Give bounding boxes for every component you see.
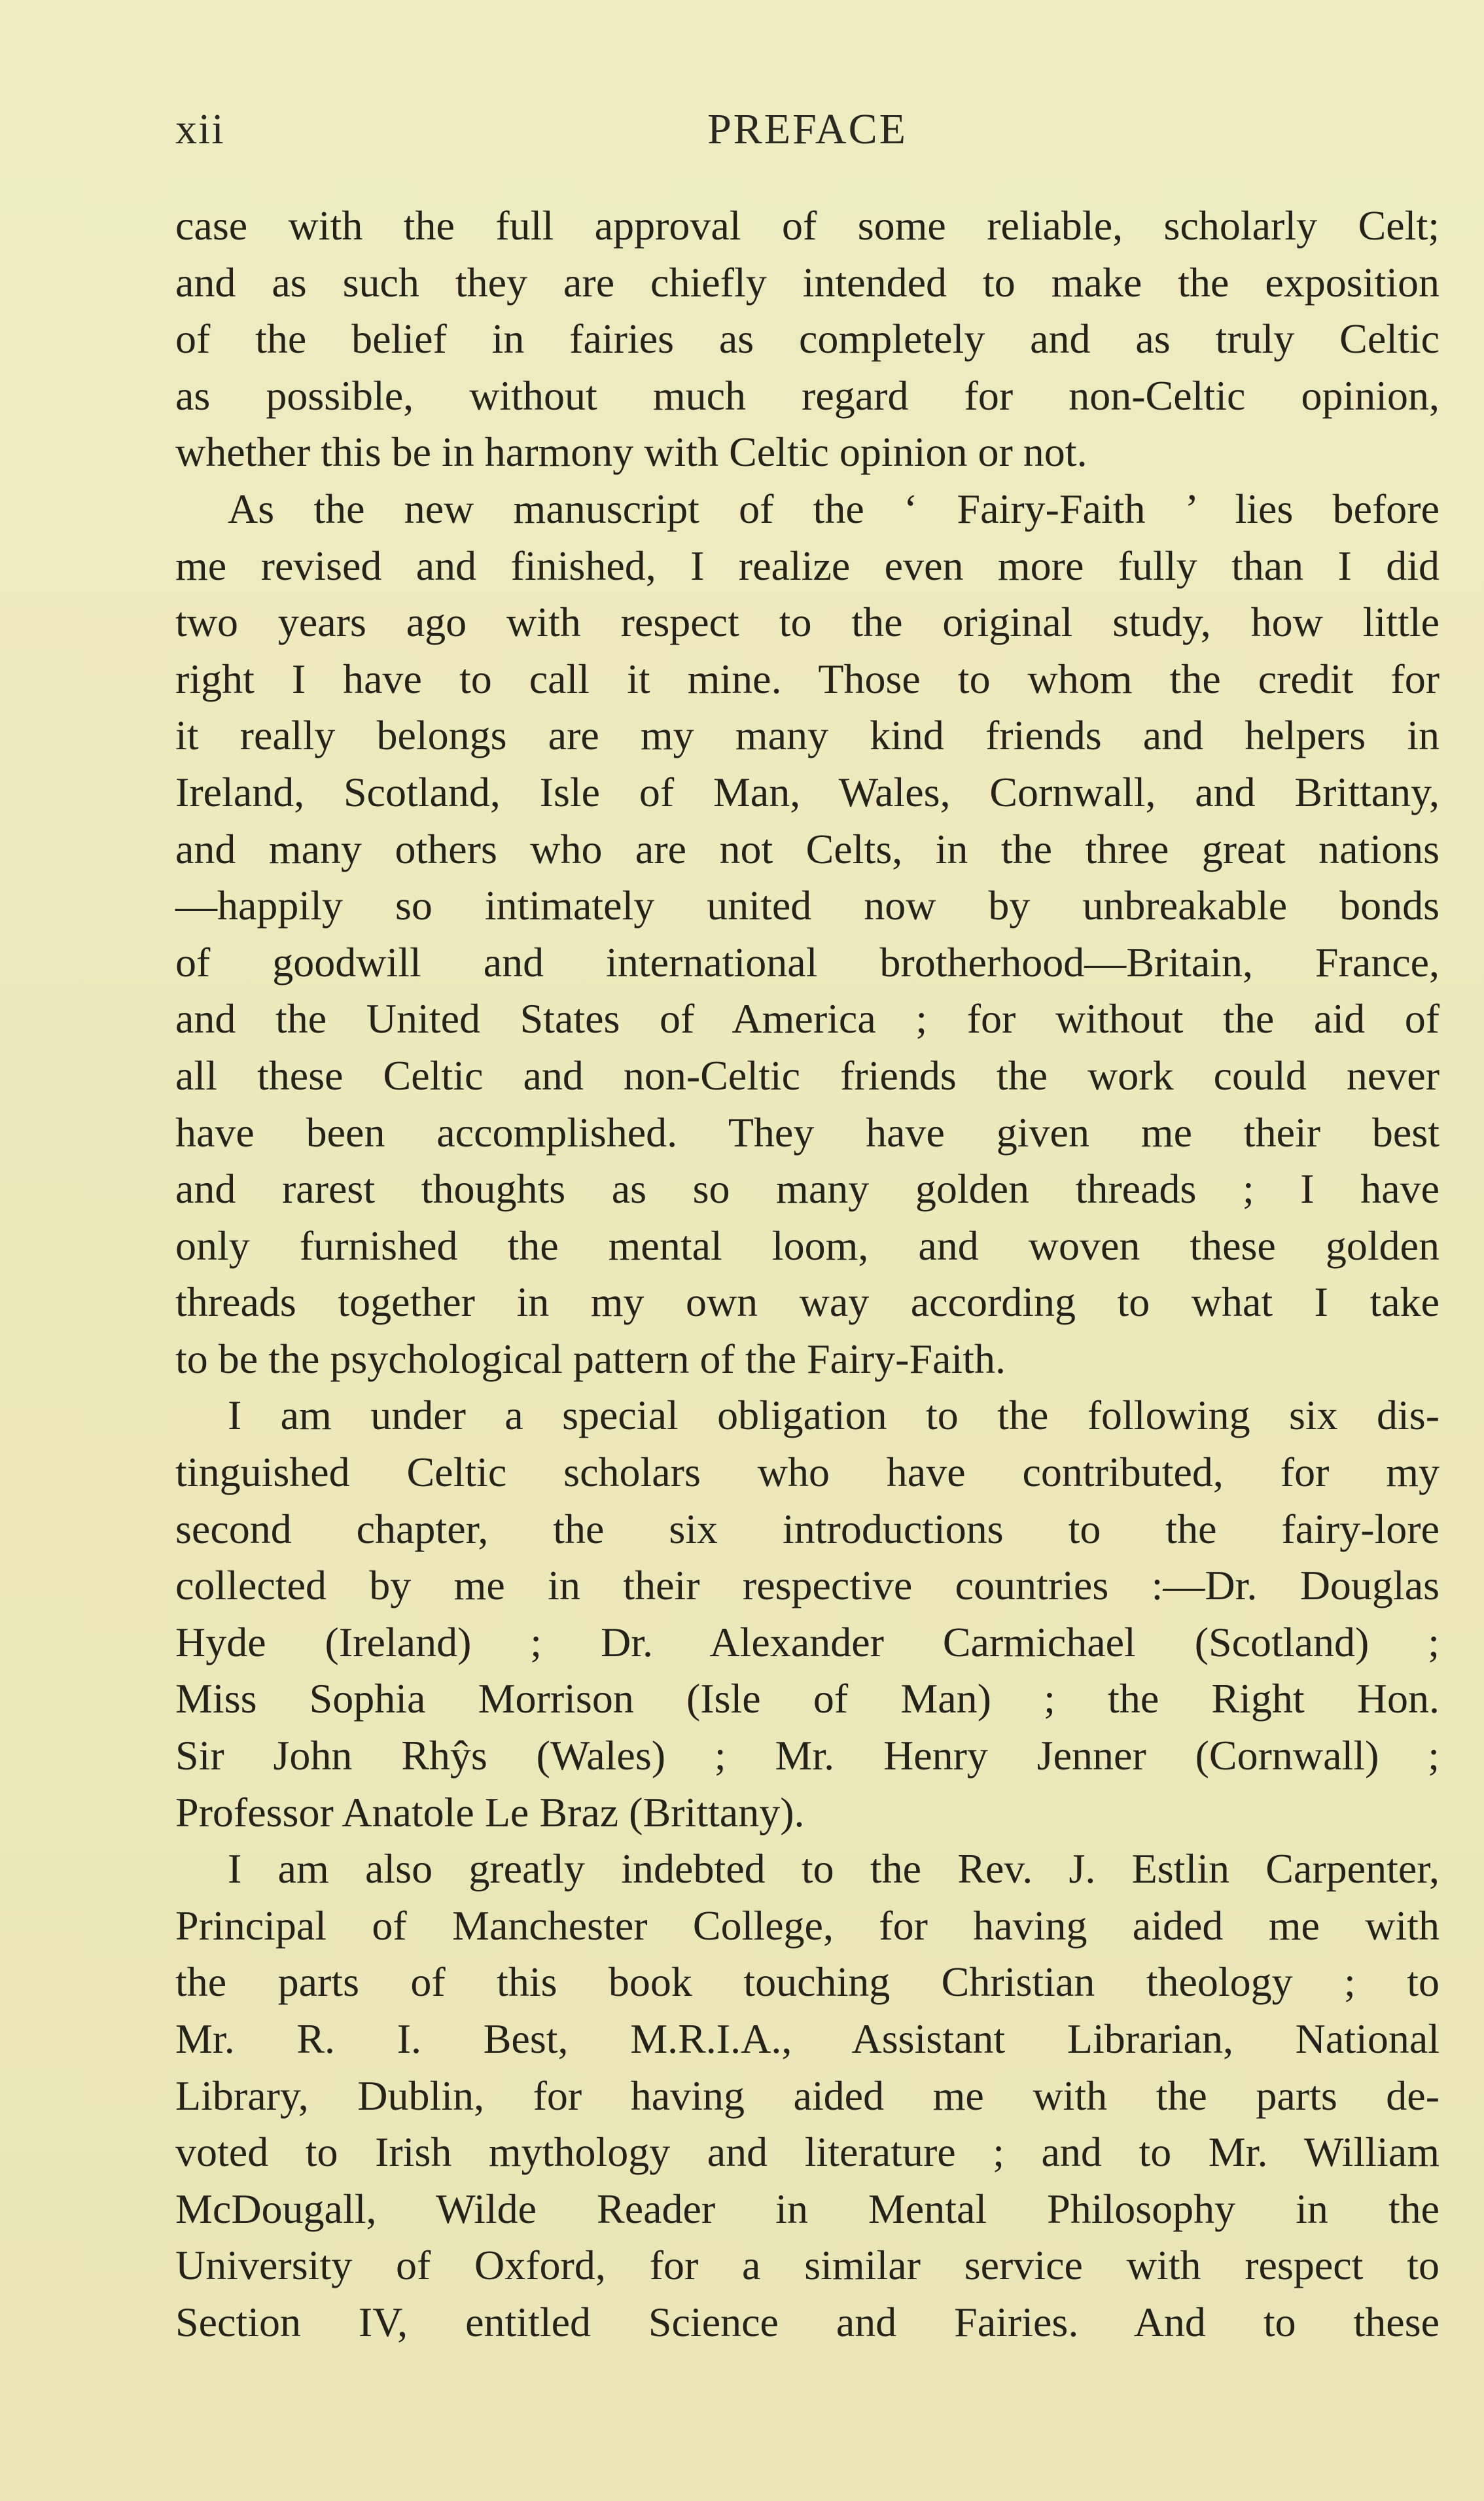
text-line: McDougall, Wilde Reader in Mental Philosophy in the <box>175 2185 1440 2232</box>
text-line: Miss Sophia Morrison (Isle of Man) ; the Right Hon. <box>175 1675 1440 1722</box>
text-line: Sir John Rhŷs (Wales) ; Mr. Henry Jenner (Cornwall) ; <box>175 1732 1440 1779</box>
text-line: only furnished the mental loom, and woven these golden <box>175 1222 1440 1269</box>
text-line: and the United States of America ; for without the aid of <box>175 995 1440 1042</box>
text-line: of the belief in fairies as completely and as truly Celtic <box>175 315 1440 363</box>
text-line: Mr. R. I. Best, M.R.I.A., Assistant Librarian, National <box>175 2015 1440 2062</box>
text-line: me revised and finished, I realize even more fully than I did <box>175 542 1440 589</box>
text-line: the parts of this book touching Christian theology ; to <box>175 1959 1440 2006</box>
text-line: all these Celtic and non-Celtic friends the work could never <box>175 1052 1440 1099</box>
text-line: as possible, without much regard for non-Celtic opinion, <box>175 372 1440 419</box>
text-line: I am also greatly indebted to the Rev. J. Estlin Carpenter, <box>228 1845 1440 1892</box>
text-line: —happily so intimately united now by unbreakable bonds <box>175 882 1440 929</box>
text-line: and as such they are chiefly intended to make the exposition <box>175 258 1440 306</box>
text-line: to be the psychological pattern of the Fairy-Faith. <box>175 1335 1006 1382</box>
text-line: of goodwill and international brotherhood—Britain, France, <box>175 938 1440 985</box>
text-line: Hyde (Ireland) ; Dr. Alexander Carmichael (Scotland) ; <box>175 1618 1440 1665</box>
text-line: case with the full approval of some reliable, scholarly Celt; <box>175 202 1440 249</box>
text-line: Library, Dublin, for having aided me with the parts de- <box>175 2072 1440 2119</box>
text-line: Ireland, Scotland, Isle of Man, Wales, Cornwall, and Brittany, <box>175 768 1440 815</box>
page-number: xii <box>175 105 225 153</box>
text-line: second chapter, the six introductions to the fairy-lore <box>175 1505 1440 1552</box>
text-line: whether this be in harmony with Celtic opinion or not. <box>175 429 1087 476</box>
body-text <box>175 198 1440 2351</box>
text-line: collected by me in their respective countries :—Dr. Douglas <box>175 1562 1440 1609</box>
text-line: two years ago with respect to the original study, how little <box>175 599 1440 646</box>
text-line: right I have to call it mine. Those to whom the credit for <box>175 655 1440 702</box>
text-line: I am under a special obligation to the following six dis- <box>228 1392 1440 1439</box>
text-line: have been accomplished. They have given me their best <box>175 1109 1440 1156</box>
paragraph <box>175 1841 1440 2350</box>
text-line: Section IV, entitled Science and Fairies. And to these <box>175 2298 1440 2345</box>
text-line: and rarest thoughts as so many golden threads ; I have <box>175 1165 1440 1213</box>
page-header <box>175 105 1440 164</box>
running-head: PREFACE <box>707 105 908 153</box>
paragraph <box>175 1387 1440 1841</box>
paragraph <box>175 198 1440 481</box>
text-line: threads together in my own way according to what I take <box>175 1279 1440 1326</box>
text-line: voted to Irish mythology and literature ; and to Mr. William <box>175 2129 1440 2176</box>
paragraph <box>175 481 1440 1388</box>
text-line: University of Oxford, for a similar service with respect to <box>175 2242 1440 2289</box>
text-line: As the new manuscript of the ‘ Fairy-Faith ’ lies before <box>228 485 1440 532</box>
text-line: Professor Anatole Le Braz (Brittany). <box>175 1788 805 1836</box>
text-line: Principal of Manchester College, for having aided me with <box>175 1902 1440 1949</box>
text-line: tinguished Celtic scholars who have contributed, for my <box>175 1449 1440 1496</box>
text-line: it really belongs are my many kind friends and helpers in <box>175 712 1440 759</box>
text-line: and many others who are not Celts, in the three great nations <box>175 825 1440 872</box>
